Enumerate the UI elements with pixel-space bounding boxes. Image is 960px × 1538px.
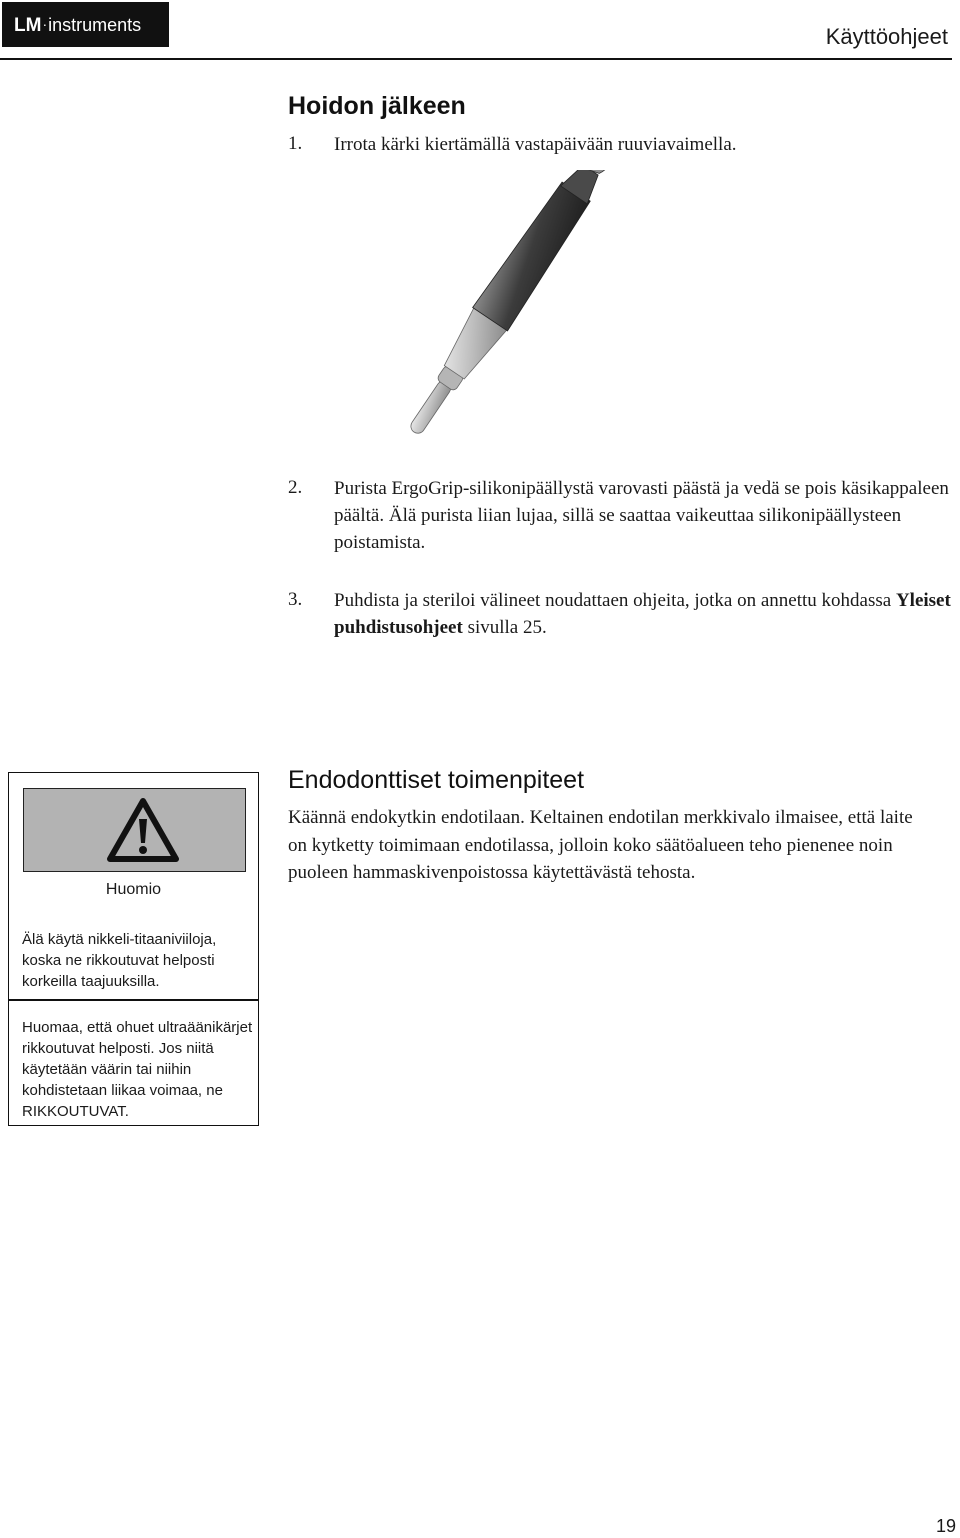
header-rule <box>0 58 952 60</box>
warning-triangle-icon <box>106 797 180 863</box>
heading-aftercare: Hoidon jälkeen <box>288 92 466 120</box>
step-1-number: 1. <box>288 133 303 154</box>
handpiece-illustration <box>400 170 750 445</box>
logo-dot: · <box>42 16 48 32</box>
header-title: Käyttöohjeet <box>825 24 948 49</box>
logo-lm: LM <box>14 15 42 36</box>
logo-text: instruments <box>48 15 142 35</box>
step-1-text: Irrota kärki kiertämällä vastapäivään ruuviavaimella. <box>334 134 737 155</box>
warning-text-1: Älä käytä nikkeli-titaaniviiloja, koska ne rikkoutuvat helposti korkeilla taajuuksilla. <box>22 931 217 990</box>
heading-endodontic: Endodonttiset toimenpiteet <box>288 766 585 794</box>
warning-divider <box>9 999 258 1001</box>
link-general-cleaning: Yleiset puhdistusohjeet <box>334 590 951 638</box>
step-3-number: 3. <box>288 589 303 610</box>
step-3-text <box>334 587 959 641</box>
endodontic-text: Käännä endokytkin endotilaan. Keltainen endotilan merkkivalo ilmaisee, että laite on kytketty toimimaan endotilassa, jolloin koko säätöalueen teho pienenee noin puoleen hammaskivenpoistossa käytettävästä tehosta. <box>288 807 913 883</box>
step-2-number: 2. <box>288 477 303 498</box>
warning-icon-panel <box>23 788 246 872</box>
warning-label: Huomio <box>105 881 162 898</box>
warning-box <box>8 772 259 1126</box>
warning-text-2: Huomaa, että ohuet ultraäänikärjet rikkoutuvat helposti. Jos niitä käytetään väärin tai niihin kohdistetaan liikaa voimaa, ne RIKKOUTUVAT. <box>22 1019 253 1120</box>
step-3-text-part2: sivulla 25. <box>462 617 547 638</box>
lm-instruments-logo <box>2 2 169 47</box>
step-3-text-part1: Puhdista ja steriloi välineet noudattaen ohjeita, jotka on annettu kohdassa <box>334 590 896 611</box>
page-number: 19 <box>935 1516 956 1536</box>
step-2-text: Purista ErgoGrip-silikonipäällystä varovasti päästä ja vedä se pois käsikappaleen päältä. Älä purista liian lujaa, sillä se saattaa vaikeuttaa silikonipäällysteen poistamista. <box>334 478 949 553</box>
